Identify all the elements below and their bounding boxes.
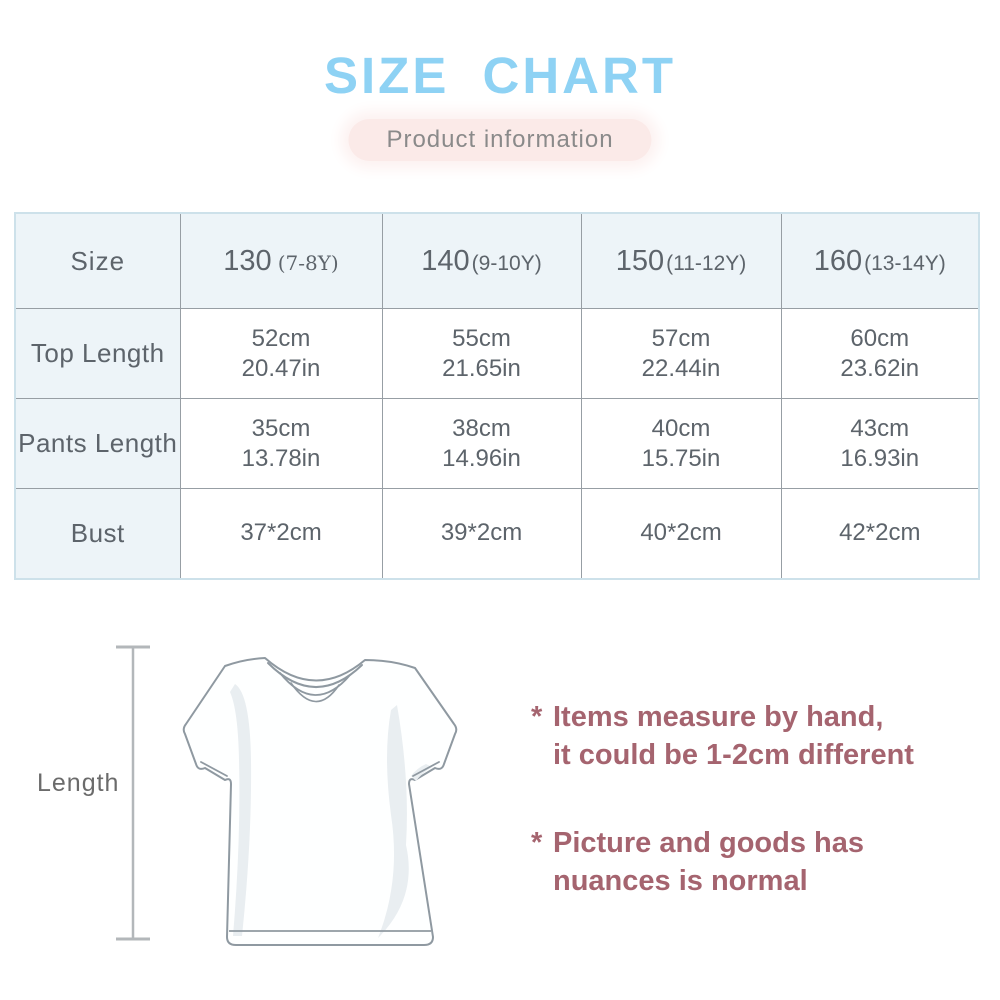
column-header-140: 140(9-10Y) [382,213,581,309]
corner-header-label: Size [70,245,126,276]
asterisk-marker: * [531,827,543,859]
note-measure-tolerance [531,698,986,774]
cell-bust-130: 37*2cm [180,489,382,579]
asterisk-marker: * [531,701,543,733]
table-row [15,309,979,399]
note-line: nuances is normal [553,865,808,897]
row-label-top-length: Top Length [15,309,180,399]
tshirt-illustration [180,650,460,950]
row-label-pants-length: Pants Length [15,399,180,489]
page-title: SIZE CHART [324,47,676,104]
cell-top-length-160: 60cm 23.62in [781,309,979,399]
cell-top-length-140: 55cm 21.65in [382,309,581,399]
cell-pants-length-150: 40cm 15.75in [581,399,781,489]
column-header-130: 130 (7-8Y) [180,213,382,309]
corner-header-size [15,213,180,309]
vertical-measure-line-icon [115,645,151,941]
note-line: it could be 1-2cm different [553,739,914,771]
cell-top-length-130: 52cm 20.47in [180,309,382,399]
cell-pants-length-160: 43cm 16.93in [781,399,979,489]
cell-top-length-150: 57cm 22.44in [581,309,781,399]
table-row [15,489,979,579]
size-table-section [14,212,980,580]
note-color-nuance [531,824,986,900]
size-table [14,212,980,580]
cell-bust-150: 40*2cm [581,489,781,579]
note-line: Picture and goods has [553,827,864,859]
table-header-row [15,213,979,309]
row-label-bust: Bust [15,489,180,579]
cell-pants-length-140: 38cm 14.96in [382,399,581,489]
cell-bust-160: 42*2cm [781,489,979,579]
subtitle-badge [348,119,651,161]
cell-bust-140: 39*2cm [382,489,581,579]
cell-pants-length-130: 35cm 13.78in [180,399,382,489]
note-line: Items measure by hand, [553,701,884,733]
column-header-160: 160(13-14Y) [781,213,979,309]
column-header-150: 150(11-12Y) [581,213,781,309]
table-row [15,399,979,489]
notes-section [531,698,986,900]
length-measurement-label: Length [37,769,120,797]
subtitle-badge-label: Product information [386,126,614,153]
